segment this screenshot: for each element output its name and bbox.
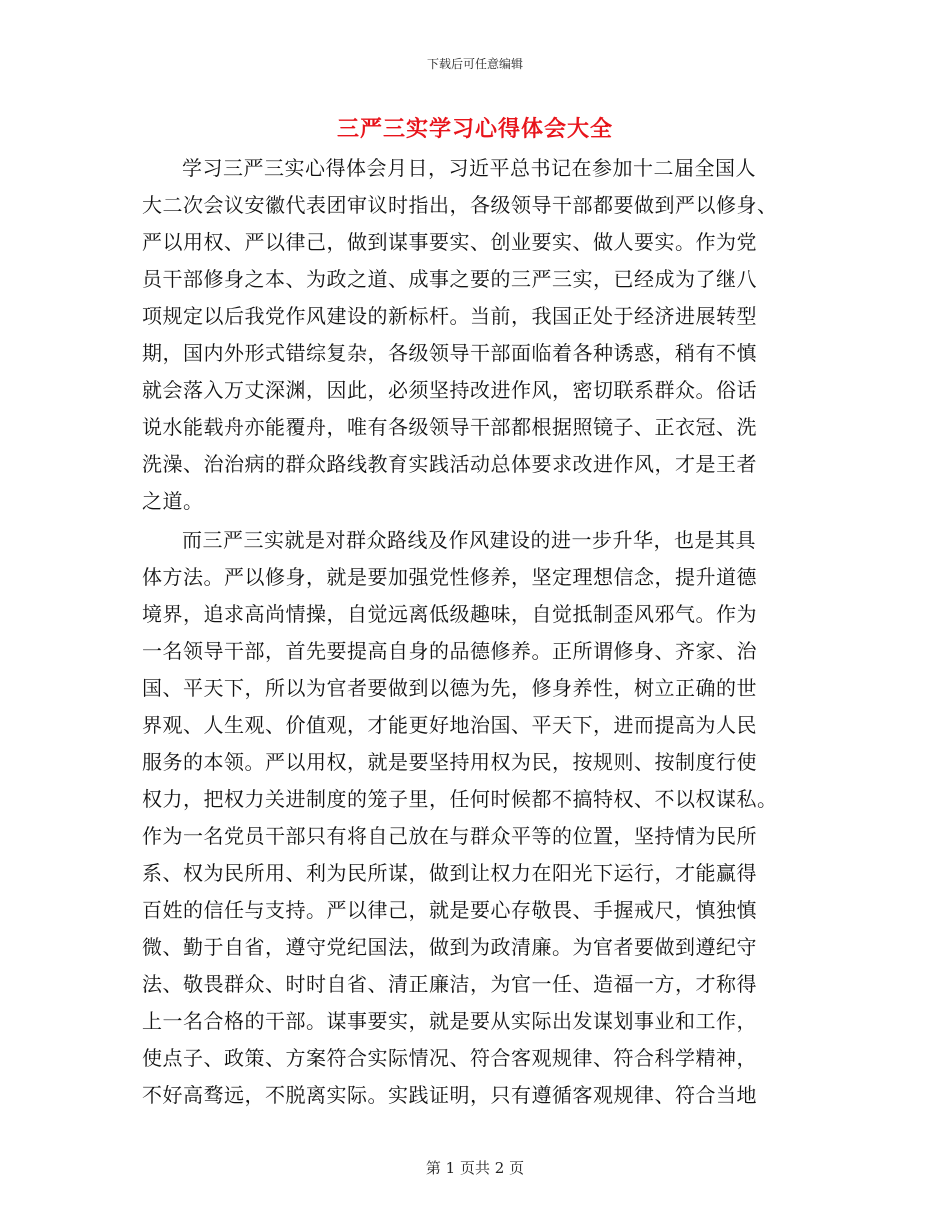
text-line: 国、平天下，所以为官者要做到以德为先，修身养性，树立正确的世 [142,676,757,700]
text-line: 严以用权、严以律己，做到谋事要实、创业要实、做人要实。作为党 [142,230,757,254]
text-line: 使点子、政策、方案符合实际情况、符合客观规律、符合科学精神， [142,1046,757,1070]
text-line: 之道。 [142,489,204,513]
text-line: 权力，把权力关进制度的笼子里，任何时候都不搞特权、不以权谋私。 [142,787,778,811]
text-line: 系、权为民所用、利为民所谋，做到让权力在阳光下运行，才能赢得 [142,861,757,885]
document-title: 三严三实学习心得体会大全 [336,116,613,142]
text-line: 期，国内外形式错综复杂，各级领导干部面临着各种诱惑，稍有不慎 [142,341,757,365]
document-body [142,150,822,1114]
text-line: 项规定以后我党作风建设的新标杆。当前，我国正处于经济进展转型 [142,304,757,328]
text-line: 员干部修身之本、为政之道、成事之要的三严三实，已经成为了继八 [142,267,757,291]
text-line: 境界，追求高尚情操，自觉远离低级趣味，自觉抵制歪风邪气。作为 [142,602,757,626]
text-line: 不好高骛远，不脱离实际。实践证明，只有遵循客观规律、符合当地 [142,1083,757,1107]
text-line: 微、勤于自省，遵守党纪国法，做到为政清廉。为官者要做到遵纪守 [142,935,757,959]
text-line: 洗澡、治治病的群众路线教育实践活动总体要求改进作风，才是王者 [142,452,757,476]
text-line: 就会落入万丈深渊，因此，必须坚持改进作风，密切联系群众。俗话 [142,378,757,402]
text-line: 而三严三实就是对群众路线及作风建设的进一步升华，也是其具 [182,528,756,552]
text-line: 一名领导干部，首先要提高自身的品德修养。正所谓修身、齐家、治 [142,639,757,663]
text-line: 法、敬畏群众、时时自省、清正廉洁，为官一任、造福一方，才称得 [142,972,757,996]
text-line: 体方法。严以修身，就是要加强党性修养，坚定理想信念，提升道德 [142,565,757,589]
text-line: 服务的本领。严以用权，就是要坚持用权为民，按规则、按制度行使 [142,750,757,774]
text-line: 说水能载舟亦能覆舟，唯有各级领导干部都根据照镜子、正衣冠、洗 [142,415,757,439]
text-line: 学习三严三实心得体会月日，习近平总书记在参加十二届全国人 [182,156,756,180]
text-line: 界观、人生观、价值观，才能更好地治国、平天下，进而提高为人民 [142,713,757,737]
text-line: 作为一名党员干部只有将自己放在与群众平等的位置，坚持情为民所 [142,824,757,848]
text-line: 百姓的信任与支持。严以律己，就是要心存敬畏、手握戒尺，慎独慎 [142,898,757,922]
text-line: 大二次会议安徽代表团审议时指出，各级领导干部都要做到严以修身、 [142,193,778,217]
paragraph [142,150,822,520]
page-indicator: 第 1 页共 2 页 [425,1159,525,1177]
paragraph [142,522,822,1114]
header-note: 下载后可任意编辑 [426,57,523,71]
text-line: 上一名合格的干部。谋事要实，就是要从实际出发谋划事业和工作， [142,1009,757,1033]
